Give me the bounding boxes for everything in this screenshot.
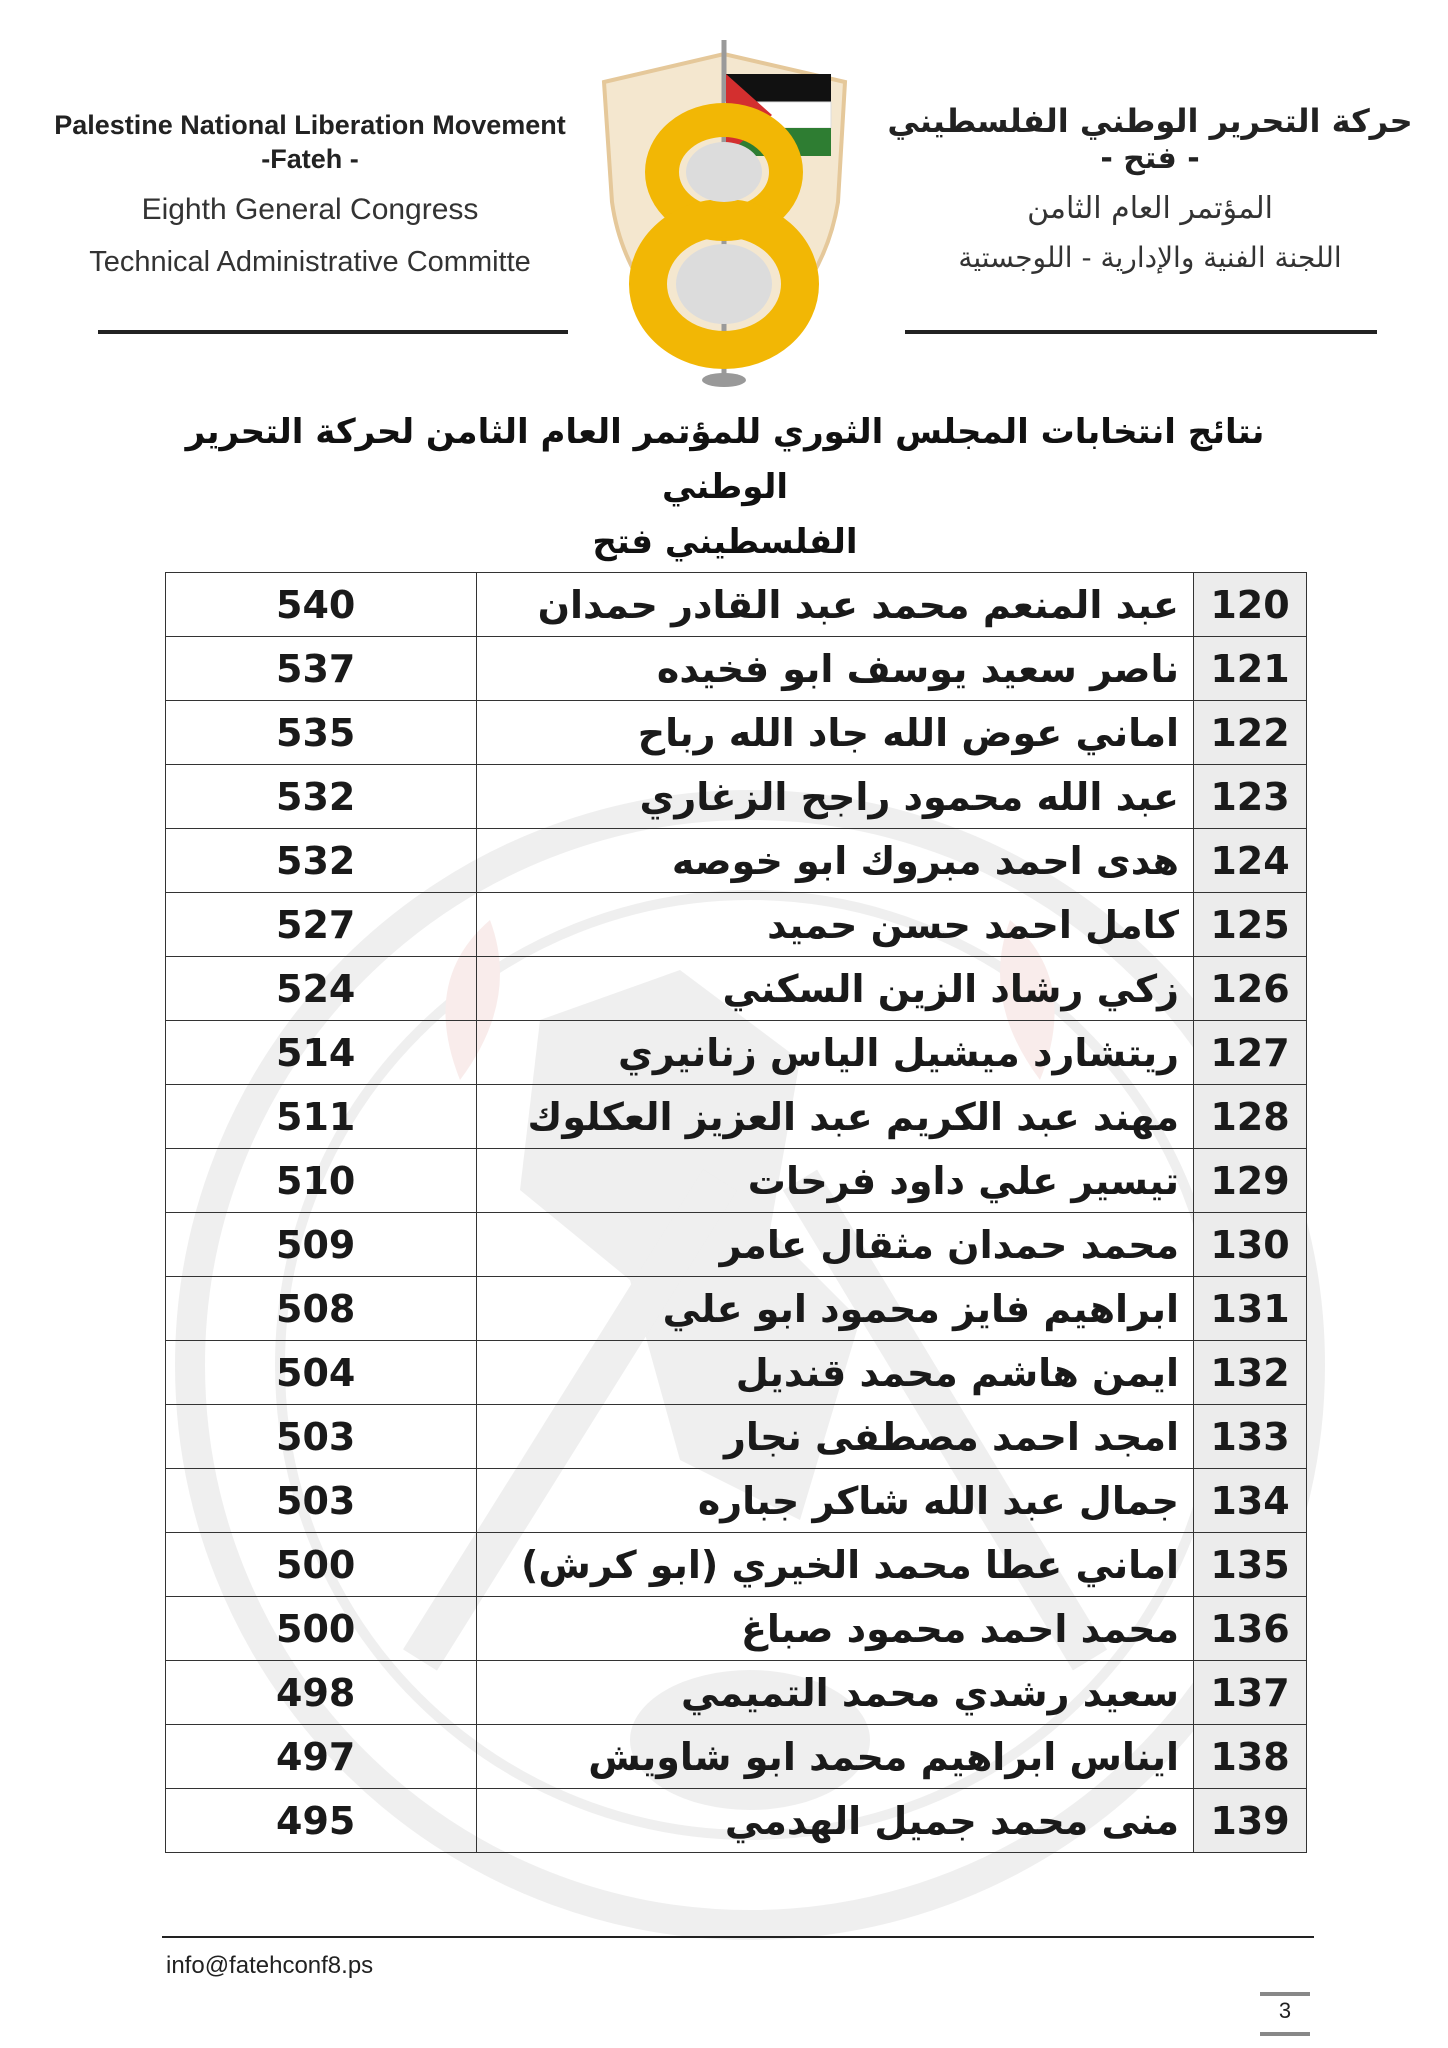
table-row	[166, 1469, 1307, 1533]
votes-cell: 504	[166, 1341, 477, 1405]
rank-cell: 127	[1194, 1021, 1307, 1085]
org-short-en: -Fateh -	[261, 144, 359, 174]
candidate-name-cell: كامل احمد حسن حميد	[477, 893, 1194, 957]
table-row	[166, 1533, 1307, 1597]
eighth-congress-logo	[592, 32, 857, 392]
candidate-name-cell: منى محمد جميل الهدمي	[477, 1789, 1194, 1853]
table-row	[166, 1277, 1307, 1341]
candidate-name-cell: ايناس ابراهيم محمد ابو شاويش	[477, 1725, 1194, 1789]
candidate-name-cell: ناصر سعيد يوسف ابو فخيده	[477, 637, 1194, 701]
table-row	[166, 1405, 1307, 1469]
header-rule-right	[905, 330, 1377, 334]
header-arabic	[880, 100, 1420, 278]
contact-email[interactable]: info@fatehconf8.ps	[166, 1952, 374, 1979]
header-english	[40, 108, 580, 282]
table-row	[166, 1725, 1307, 1789]
candidate-name-cell: محمد حمدان مثقال عامر	[477, 1213, 1194, 1277]
candidate-name-cell: محمد احمد محمود صباغ	[477, 1597, 1194, 1661]
candidate-name-cell: امجد احمد مصطفى نجار	[477, 1405, 1194, 1469]
table-row	[166, 957, 1307, 1021]
rank-cell: 124	[1194, 829, 1307, 893]
congress-en: Eighth General Congress	[141, 193, 479, 226]
table-row	[166, 1789, 1307, 1853]
candidate-name-cell: ريتشارد ميشيل الياس زنانيري	[477, 1021, 1194, 1085]
votes-cell: 535	[166, 701, 477, 765]
candidate-name-cell: سعيد رشدي محمد التميمي	[477, 1661, 1194, 1725]
rank-cell: 129	[1194, 1149, 1307, 1213]
table-row	[166, 1149, 1307, 1213]
votes-cell: 532	[166, 829, 477, 893]
rank-cell: 122	[1194, 701, 1307, 765]
votes-cell: 537	[166, 637, 477, 701]
page-number-rule-bottom	[1260, 2032, 1310, 2036]
title-line-2: الفلسطيني فتح	[592, 522, 858, 562]
rank-cell: 132	[1194, 1341, 1307, 1405]
votes-cell: 514	[166, 1021, 477, 1085]
table-row	[166, 637, 1307, 701]
table-row	[166, 893, 1307, 957]
table-row	[166, 573, 1307, 637]
table-row	[166, 1661, 1307, 1725]
votes-cell: 500	[166, 1533, 477, 1597]
rank-cell: 121	[1194, 637, 1307, 701]
votes-cell: 495	[166, 1789, 477, 1853]
org-short-ar: - فتح -	[1100, 141, 1200, 176]
document-title	[150, 405, 1300, 570]
candidate-name-cell: زكي رشاد الزين السكني	[477, 957, 1194, 1021]
votes-cell: 524	[166, 957, 477, 1021]
header-rule-left	[98, 330, 568, 334]
rank-cell: 133	[1194, 1405, 1307, 1469]
rank-cell: 136	[1194, 1597, 1307, 1661]
candidate-name-cell: جمال عبد الله شاكر جباره	[477, 1469, 1194, 1533]
candidate-name-cell: مهند عبد الكريم عبد العزيز العكلوك	[477, 1085, 1194, 1149]
title-line-1: نتائج انتخابات المجلس الثوري للمؤتمر العام الثامن لحركة التحرير الوطني	[185, 412, 1265, 507]
rank-cell: 128	[1194, 1085, 1307, 1149]
table-row	[166, 1085, 1307, 1149]
votes-cell: 503	[166, 1469, 477, 1533]
table-row	[166, 765, 1307, 829]
candidate-name-cell: اماني عوض الله جاد الله رباح	[477, 701, 1194, 765]
rank-cell: 126	[1194, 957, 1307, 1021]
footer-rule	[162, 1936, 1314, 1938]
rank-cell: 125	[1194, 893, 1307, 957]
table-row	[166, 1341, 1307, 1405]
votes-cell: 503	[166, 1405, 477, 1469]
candidate-name-cell: ابراهيم فايز محمود ابو علي	[477, 1277, 1194, 1341]
rank-cell: 131	[1194, 1277, 1307, 1341]
candidate-name-cell: عبد المنعم محمد عبد القادر حمدان	[477, 573, 1194, 637]
candidate-name-cell: هدى احمد مبروك ابو خوصه	[477, 829, 1194, 893]
table-row	[166, 829, 1307, 893]
rank-cell: 134	[1194, 1469, 1307, 1533]
committee-en: Technical Administrative Committe	[89, 246, 531, 278]
votes-cell: 540	[166, 573, 477, 637]
votes-cell: 498	[166, 1661, 477, 1725]
rank-cell: 138	[1194, 1725, 1307, 1789]
votes-cell: 511	[166, 1085, 477, 1149]
votes-cell: 509	[166, 1213, 477, 1277]
rank-cell: 130	[1194, 1213, 1307, 1277]
candidate-name-cell: اماني عطا محمد الخيري (ابو كرش)	[477, 1533, 1194, 1597]
table-row	[166, 1213, 1307, 1277]
org-name-ar: حركة التحرير الوطني الفلسطيني	[887, 102, 1413, 140]
votes-cell: 510	[166, 1149, 477, 1213]
votes-cell: 500	[166, 1597, 477, 1661]
rank-cell: 120	[1194, 573, 1307, 637]
candidate-name-cell: عبد الله محمود راجح الزغاري	[477, 765, 1194, 829]
table-row	[166, 701, 1307, 765]
page-number-rule-top	[1260, 1992, 1310, 1996]
rank-cell: 123	[1194, 765, 1307, 829]
votes-cell: 527	[166, 893, 477, 957]
committee-ar: اللجنة الفنية والإدارية - اللوجستية	[958, 241, 1342, 274]
votes-cell: 532	[166, 765, 477, 829]
candidate-name-cell: تيسير علي داود فرحات	[477, 1149, 1194, 1213]
votes-cell: 497	[166, 1725, 477, 1789]
candidate-name-cell: ايمن هاشم محمد قنديل	[477, 1341, 1194, 1405]
rank-cell: 139	[1194, 1789, 1307, 1853]
congress-ar: المؤتمر العام الثامن	[1027, 191, 1273, 226]
results-table	[165, 572, 1307, 1853]
rank-cell: 137	[1194, 1661, 1307, 1725]
votes-cell: 508	[166, 1277, 477, 1341]
org-name-en: Palestine National Liberation Movement	[54, 110, 566, 140]
table-row	[166, 1597, 1307, 1661]
page-number: 3	[1278, 1998, 1292, 2023]
table-row	[166, 1021, 1307, 1085]
rank-cell: 135	[1194, 1533, 1307, 1597]
